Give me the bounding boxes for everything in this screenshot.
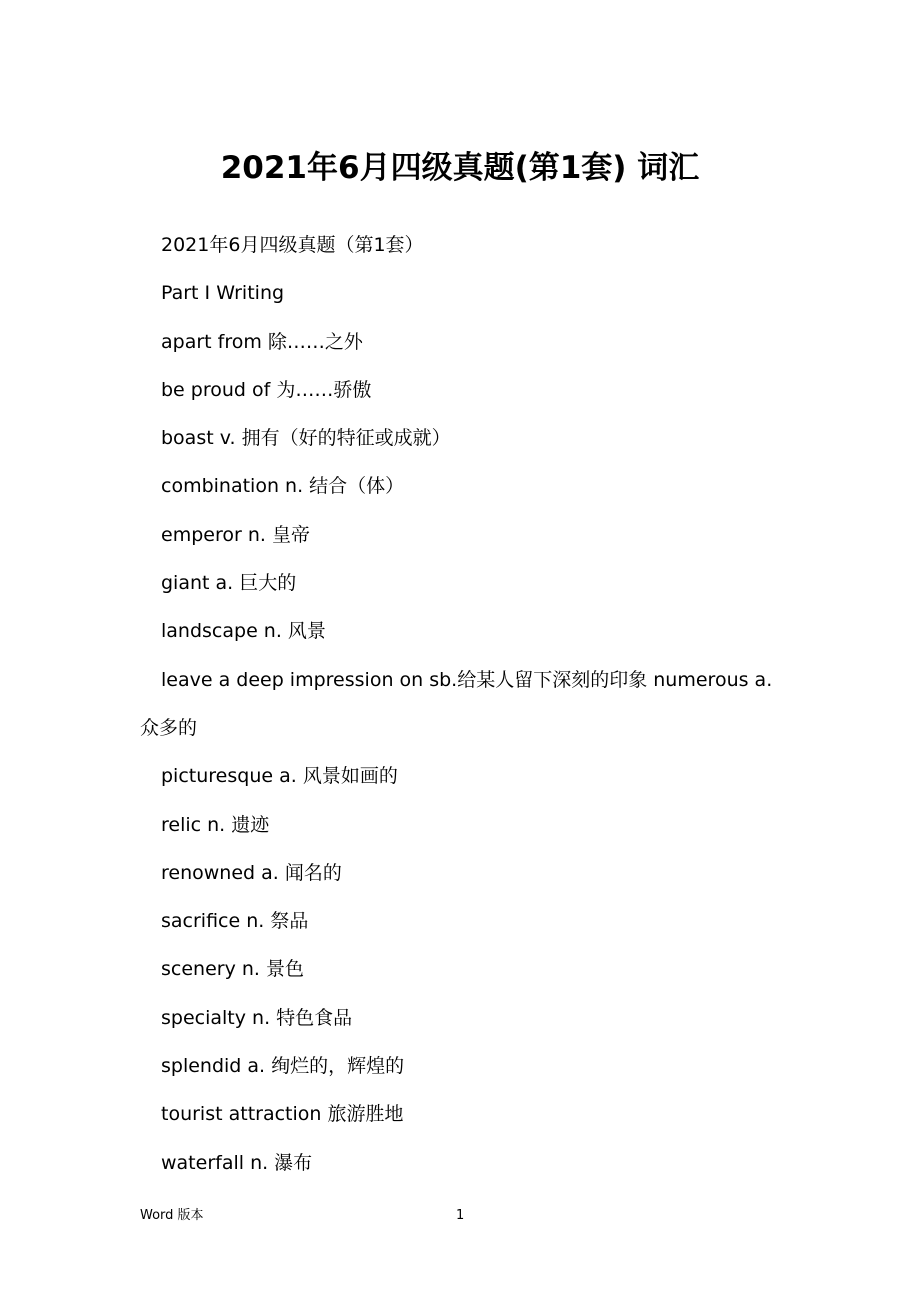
vocab-entry: combination n. 结合（体） [161, 475, 405, 498]
vocab-entry: waterfall n. 瀑布 [161, 1151, 313, 1174]
vocab-entry: landscape n. 风景 [161, 620, 326, 643]
vocabulary-list [140, 221, 800, 1187]
vocab-entry: splendid a. 绚烂的，辉煌的 [161, 1055, 405, 1078]
footer-page-number: 1 [456, 1208, 465, 1223]
vocab-entry: leave a deep impression on sb.给某人留下深刻的印象 numerous a. 众多的 [140, 668, 773, 739]
vocab-entry: specialty n. 特色食品 [161, 1006, 353, 1029]
vocab-entry: tourist attraction 旅游胜地 [161, 1103, 404, 1126]
vocab-entry: relic n. 遗迹 [161, 813, 270, 836]
section-heading: Part I Writing [161, 282, 285, 305]
footer-version: Word 版本 [140, 1208, 204, 1223]
vocab-entry: boast v. 拥有（好的特征或成就） [161, 427, 451, 450]
vocab-entry: renowned a. 闻名的 [161, 861, 342, 884]
vocab-entry: be proud of 为……骄傲 [161, 378, 372, 401]
vocab-entry: scenery n. 景色 [161, 958, 304, 981]
document-title: 2021年6月四级真题(第1套) 词汇 [220, 150, 700, 186]
vocab-entry: apart from 除……之外 [161, 330, 363, 353]
vocab-entry: sacrifice n. 祭品 [161, 910, 309, 933]
vocab-entry: picturesque a. 风景如画的 [161, 765, 398, 788]
vocab-entry: emperor n. 皇帝 [161, 523, 310, 546]
vocab-entry: giant a. 巨大的 [161, 572, 297, 595]
subtitle: 2021年6月四级真题（第1套） [161, 234, 424, 256]
